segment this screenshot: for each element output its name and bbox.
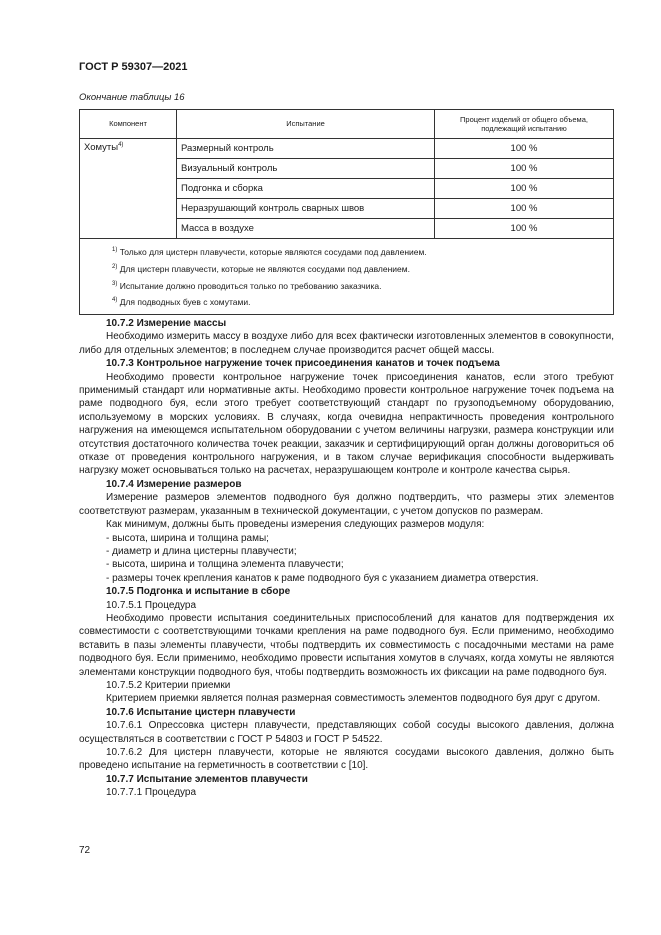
body-paragraph: Измерение размеров элементов подводного буя должно подтвердить, что размеры этих элементов соответствуют размерам, указанным в технической документации, с учетом допусков по размерам. (79, 492, 614, 517)
header-component: Компонент (80, 110, 177, 139)
footnote (112, 293, 613, 310)
section-heading: 10.7.2 Измерение массы (106, 318, 227, 329)
footnote-text: Для цистерн плавучести, которые не являются сосудами под давлением. (119, 263, 410, 274)
body-paragraph: 10.7.5.1 Процедура (106, 599, 197, 611)
test-name: Подгонка и сборка (177, 179, 435, 199)
footnote-text: Испытание должно проводиться только по требованию заказчика. (119, 280, 382, 291)
section-heading: 10.7.6 Испытание цистерн плавучести (106, 706, 296, 718)
footnote (112, 277, 613, 294)
section-heading: 10.7.7 Испытание элементов плавучести (106, 773, 308, 785)
component-cell (80, 139, 177, 239)
header-percent: Процент изделий от общего объема, подлежащий испытанию (435, 110, 614, 139)
test-name: Визуальный контроль (177, 159, 435, 179)
document-body (79, 317, 614, 800)
standard-designation: ГОСТ Р 59307—2021 (79, 61, 188, 73)
test-table (79, 109, 614, 315)
test-percent: 100 % (435, 179, 614, 199)
footnote-mark: 1) (112, 247, 118, 253)
body-paragraph: - высота, ширина и толщина элемента плавучести; (106, 559, 344, 571)
body-paragraph: Критерием приемки является полная размерная совместимость элементов подводного буя друг с другом. (106, 693, 601, 705)
test-name: Масса в воздухе (177, 219, 435, 239)
test-name: Размерный контроль (177, 139, 435, 159)
test-percent: 100 % (435, 199, 614, 219)
body-paragraph: - диаметр и длина цистерны плавучести; (106, 545, 297, 557)
body-paragraph: - размеры точек крепления канатов к раме подводного буя с указанием диаметра отверстия. (106, 572, 539, 584)
body-paragraph: - высота, ширина и толщина рамы; (106, 532, 269, 544)
footnote-mark: 4) (112, 297, 118, 304)
table-caption: Окончание таблицы 16 (79, 92, 185, 103)
body-paragraph: Необходимо провести контрольное нагружение точек присоединения канатов, если этого требуют применимый стандарт или нормативные акты. Необходимо провести контрольное нагружение точек подъема на раме подводного буя, если этого требует соответствующий стандарт по грузоподъемному оборудованию, используемому в морских условиях. В случаях, когда очевидна непрактичность проведения контрольного нагружения на имеющемся испытательном оборудовании с учетом величины нагрузки, размера конструкции или отсутствия достаточного количества точек реакции, заказчик и сертифицирующий орган должны договориться об отказе от проведения контрольного нагружения, и в таком случае верификация способности выдерживать нагрузку может основываться только на расчетах, неразрушающем контроле и контроле качества сырья. (79, 371, 614, 477)
test-percent: 100 % (435, 219, 614, 239)
component-footnote-mark: 4) (118, 142, 124, 148)
footnote (112, 260, 613, 277)
body-paragraph: Необходимо провести испытания соединительных приспособлений для канатов для подтверждения их совместимости с соответствующими точками крепления на раме подводного буя. Если применимо, необходимо вставить в пазы элементы плавучести, чтобы подтвердить их совместимость с посадочными местами на раме подводного буя. Если применимо, необходимо провести испытания хомутов в случаях, когда хомуты не являются элементами конструкции подводного буя, чтобы подтвердить возможность их фиксации на раме подводного буя. (79, 612, 614, 678)
test-name: Неразрушающий контроль сварных швов (177, 199, 435, 219)
table-notes-row (80, 239, 614, 315)
page-number: 72 (79, 845, 91, 856)
footnote-mark: 3) (112, 280, 118, 287)
component-name: Хомуты (84, 142, 119, 154)
body-paragraph: 10.7.5.2 Критерии приемки (106, 679, 231, 691)
footnote-text: Только для цистерн плавучести, которые являются сосудами под давлением. (119, 246, 427, 257)
footnote (112, 243, 613, 260)
body-paragraph: 10.7.6.1 Опрессовка цистерн плавучести, представляющих собой сосуды высокого давления, должна осуществляться в соответствии с ГОСТ Р 54803 и ГОСТ Р 54522. (79, 720, 614, 745)
body-paragraph: Необходимо измерить массу в воздухе либо для всех фактически изготовленных элементов в совокупности, либо для отдельных элементов; в последнем случае производится расчет общей массы. (79, 331, 614, 356)
header-test: Испытание (177, 110, 435, 139)
body-paragraph: Как минимум, должны быть проведены измерения следующих размеров модуля: (106, 519, 485, 531)
footnote-mark: 2) (112, 263, 118, 270)
section-heading: 10.7.4 Измерение размеров (106, 478, 242, 490)
test-percent: 100 % (435, 139, 614, 159)
section-heading: 10.7.3 Контрольное нагружение точек присоединения канатов и точек подъема (106, 358, 500, 370)
table-header-row (80, 110, 614, 139)
body-paragraph: 10.7.7.1 Процедура (106, 787, 197, 799)
table-notes (80, 239, 614, 315)
table-row (80, 139, 614, 159)
test-percent: 100 % (435, 159, 614, 179)
section-heading: 10.7.5 Подгонка и испытание в сборе (106, 586, 291, 598)
footnote-text: Для подводных буев с хомутами. (119, 297, 251, 308)
body-paragraph: 10.7.6.2 Для цистерн плавучести, которые не являются сосудами высокого давления, должно быть проведено испытание на герметичность в соответствии с [10]. (79, 747, 614, 772)
